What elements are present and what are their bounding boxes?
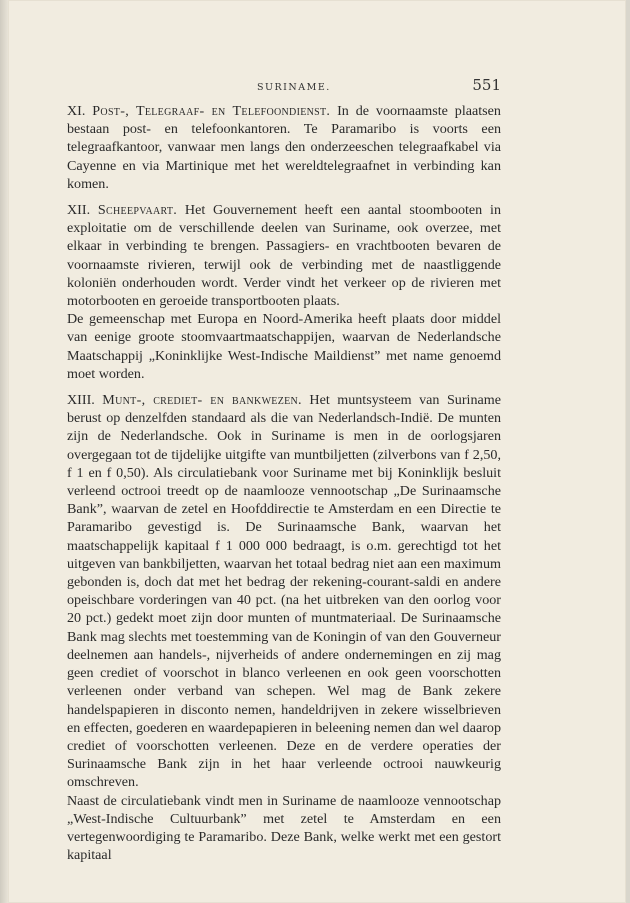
section-text: In de voornaamste plaatsen bestaan post- en telefoonkantoren. Te Paramaribo is voorts een telegraafkantoor, vanwaar men langs den onderzeeschen telegraafkabel via Cayenne en via Martinique met het wereldtelegraafnet in verbinding kan komen. <box>67 103 501 192</box>
page-edge <box>0 0 8 903</box>
running-title: SURINAME. <box>257 82 331 93</box>
section-number: XIII. <box>67 392 95 409</box>
section-text: Het Gouvernement heeft een aantal stoombooten in exploitatie om de verschillende deelen van Suriname, ook overzee, met elkaar in verbinding te brengen. Passagiers- en vrachtbooten bevaren de voornaamste rivieren, terwijl ook de verbinding met de naastliggende koloniën onderhouden wordt. Verder vindt het verkeer op de rivieren met motorbooten en geroeide transportbooten plaats. <box>67 202 501 310</box>
section-xiii-paragraph <box>67 391 501 791</box>
section-heading: Post-, Telegraaf- en Telefoondienst. <box>92 103 331 119</box>
body-text <box>67 102 501 864</box>
section-xii-continuation: De gemeenschap met Europa en Noord-Amerika heeft plaats door middel van eenige groote stoomvaartmaatschappijen, waarvan de Nederlandsche Maatschappij „Koninklijke West-Indische Maildienst” met name genoemd moet worden. <box>67 311 501 382</box>
section-xi-paragraph <box>67 102 501 193</box>
section-xii-paragraph <box>67 201 501 310</box>
section-heading: Munt-, crediet- en bankwezen. <box>102 392 302 409</box>
page-number: 551 <box>472 76 501 94</box>
section-number: XI. <box>67 103 86 119</box>
section-heading: Scheepvaart. <box>97 202 178 219</box>
section-text: Het muntsysteem van Suriname berust op denzelfden standaard als die van Nederlandsch-Indië. De munten zijn de Nederlandsche. Ook in Suriname is men in de oorlogsjaren overgegaan tot de tijdelijke uitgifte van muntbiljetten (zilverbons van f 2,50, f 1 en f 0,50). Als circulatiebank voor Suriname met bij Koninklijk besluit verleend octrooi treedt op de naamlooze vennootschap „De Surinaamsche Bank”, waarvan de zetel en Hoofddirectie te Amsterdam en een Directie te Paramaribo gevestigd is. De Surinaamsche Bank, waarvan het maatschappelijk kapitaal f 1 000 000 bedraagt, is o.m. gerechtigd tot het uitgeven van bankbiljetten, waarvan het totaal bedrag niet aan een maximum gebonden is, doch dat met het bedrag der rekening-courant-saldi en andere opeischbare vorderingen van 40 pct. (na het uitbreken van den oorlog voor 20 pct.) gedekt moet zijn door munten of muntmateriaal. De Surinaamsche Bank mag slechts met toestemming van de Koningin of van den Gouverneur deelnemen aan handels-, nijverheids of andere ondernemingen en zij mag geen crediet of voorschot in blanco verleenen en ook geen voorschotten verleenen onder verband van schepen. Wel mag de Bank zekere handelspapieren in disconto nemen, handeldrijven in zekere wisselbrieven en effecten, goederen en waardepapieren in beleening nemen dan wel daarop crediet of voorschotten verleenen. Deze en de verdere operaties der Surinaamsche Bank zijn in het haar verleende octrooi nauwkeurig omschreven. <box>67 392 501 791</box>
section-xiii-continuation: Naast de circulatiebank vindt men in Suriname de naamlooze vennootschap „West-Indische Cultuurbank” met zetel te Amsterdam en een vertegenwoordiging te Paramaribo. Deze Bank, welke werkt met een gestort kapitaal <box>67 792 501 864</box>
section-number: XII. <box>67 202 91 219</box>
